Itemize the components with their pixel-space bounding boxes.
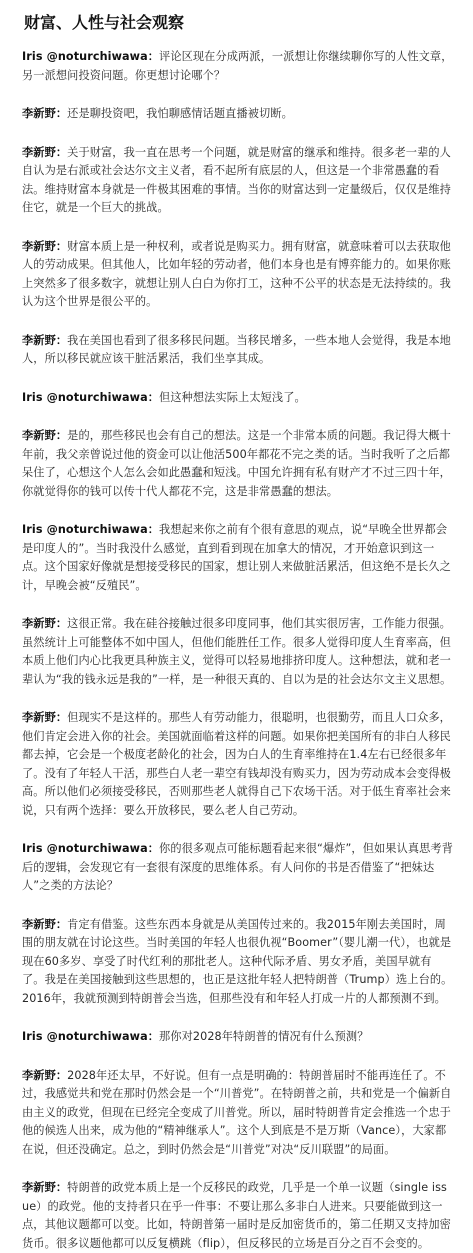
- dialogue-paragraph: [22, 1179, 453, 1253]
- paragraph-text: 我在美国也看到了很多移民问题。当移民增多，一些本地人会觉得，我是本地人，所以移民就应该干脏活累活，我们坐享其成。: [22, 333, 451, 365]
- paragraph-text: 是的，那些移民也会有自己的想法。这是一个非常本质的问题。我记得大概十年前，我父亲曾说过他的资金可以让他活500年都花不完之类的话。当时我听了之后都呆住了，心想这个人怎么会如此愚蠢和短浅。中国允许拥有私有财产才不过三四十年，你就觉得你的钱可以传十代人都花不完，这是非常愚蠢的想法。: [22, 429, 451, 498]
- dialogue-paragraph: [22, 1028, 453, 1047]
- dialogue-paragraph: [22, 1067, 453, 1160]
- speaker-name: 李新野：: [22, 617, 68, 630]
- speaker-name: 李新野：: [22, 107, 68, 120]
- speaker-name: 李新野：: [22, 145, 68, 159]
- speaker-name: 李新野：: [22, 1181, 68, 1194]
- speaker-name: 李新野：: [22, 1068, 68, 1082]
- speaker-name: 李新野：: [22, 429, 68, 442]
- dialogue-paragraph: [22, 48, 453, 85]
- paragraph-text: 肯定有借鉴。这些东西本身就是从美国传过来的。我2015年刚去美国时，周围的朋友就在讨论这些。当时美国的年轻人也很仇视“Boomer”（婴儿潮一代），也就是现在60多岁、享受了时代红利的那批老人。这种代际矛盾、男女矛盾，美国早就有了。我是在美国接触到这些思想的，也正是这批年轻人把特朗普（Trump）选上台的。2016年，我就预测到特朗普会当选，但那些没有和年轻人打成一片的人都预测不到。: [22, 917, 453, 1005]
- dialogue-paragraph: [22, 709, 453, 820]
- speaker-name: 李新野：: [22, 711, 68, 724]
- speaker-name: 李新野：: [22, 239, 68, 253]
- dialogue-paragraph: [22, 615, 453, 689]
- page-title: 财富、人性与社会观察: [24, 13, 185, 32]
- dialogue-paragraph: [22, 332, 453, 369]
- speaker-name: Iris @noturchiwawa：: [22, 523, 160, 536]
- paragraph-text: 还是聊投资吧，我怕聊感情话题直播被切断。: [67, 107, 293, 120]
- paragraph-text: 我想起来你之前有个很有意思的观点，说“早晚全世界都会是印度人的”。当时我没什么感觉，直到看到现在加拿大的情况，才开始意识到这一点。这个国家好像就是想接受移民的国家，想让别人来做脏活累活，但这绝不是长久之计，早晚会被“反殖民”。: [22, 523, 451, 592]
- dialogue-paragraph: [22, 389, 453, 408]
- dialogue-paragraph: [22, 916, 453, 1009]
- paragraph-text: 但现实不是这样的。那些人有劳动能力，很聪明，也很勤劳，而且人口众多，他们肯定会进入你的社会。美国就面临着这样的问题。如果你把美国所有的非白人移民都去掉，它会是一个极度老龄化的社会，因为白人的生育率维持在1.4左右已经很多年了。没有了年轻人干活，那些白人老一辈空有钱却没有购买力，因为劳动成本会变得极高。所以他们必须接受移民，否则那些老人就得自己下农场干活。对于低生育率社会来说，只有两个选择：要么开放移民，要么老人自己劳动。: [22, 711, 451, 817]
- paragraph-text: 这很正常。我在硅谷接触过很多印度同事，他们其实很厉害，工作能力很强。虽然统计上可能整体不如中国人，但他们能胜任工作。很多人觉得印度人生育率高，但本质上他们内心比我更具种族主义，觉得可以轻易地排挤印度人。这种想法，就和老一辈认为“我的钱永远是我的”一样，是一种很天真的、自以为是的社会达尔文主义思想。: [22, 617, 452, 686]
- speaker-name: Iris @noturchiwawa：: [22, 1030, 160, 1043]
- speaker-name: Iris @noturchiwawa：: [22, 50, 160, 63]
- dialogue-paragraph: [22, 105, 453, 124]
- speaker-name: 李新野：: [22, 333, 68, 347]
- paragraph-text: 但这种想法实际上太短浅了。: [159, 390, 306, 404]
- speaker-name: Iris @noturchiwawa：: [22, 842, 160, 855]
- dialogue-paragraph: [22, 521, 453, 595]
- paragraph-text: 特朗普的政党本质上是一个反移民的政党，几乎是一个单一议题（single issue）的政党。他的支持者只在乎一件事：不要让那么多非白人进来。只要能做到这一点，其他议题都可以变。比如，特朗普第一届时是反加密货币的，第二任期又支持加密货币。很多议题他都可以反复横跳（flip），但反移民的立场是百分之百不会变的。: [22, 1181, 451, 1250]
- speaker-name: 李新野：: [22, 917, 68, 931]
- dialogue-paragraph: [22, 238, 453, 312]
- paragraph-text: 关于财富，我一直在思考一个问题，就是财富的继承和维持。很多老一辈的人自认为是右派或社会达尔文主义者，看不起所有底层的人，但这是一个非常愚蠢的看法。维持财富本身就是一件极其困难的事情。当你的财富达到一定量级后，仅仅是维持住它，就是一个巨大的挑战。: [22, 145, 451, 214]
- paragraph-text: 那你对2028年特朗普的情况有什么预测？: [159, 1030, 369, 1043]
- dialogue-paragraph: [22, 427, 453, 501]
- paragraph-text: 评论区现在分成两派，一派想让你继续聊你写的人性文章，另一派想问投资问题。你更想讨论哪个？: [22, 50, 453, 82]
- speaker-name: Iris @noturchiwawa：: [22, 390, 160, 404]
- paragraph-text: 你的很多观点可能标题看起来很“爆炸”，但如果认真思考背后的逻辑，会发现它有一套很有深度的思维体系。有人问你的书是否借鉴了“把妹达人”之类的方法论？: [22, 842, 454, 892]
- paragraph-text: 2028年还太早，不好说。但有一点是明确的：特朗普届时不能再连任了。不过，我感觉共和党在那时仍然会是一个“川普党”。在特朗普之前，共和党是一个偏新自由主义的政党，但现在已经完全变成了川普党。所以，届时特朗普肯定会推选一个忠于他的候选人出来，成为他的“精神继承人”。这个人到底是不是万斯（Vance），大家都在说，但还没确定。总之，到时仍然会是“川普党”对决“反川联盟”的局面。: [22, 1068, 452, 1156]
- paragraph-text: 财富本质上是一种权利，或者说是购买力。拥有财富，就意味着可以去获取他人的劳动成果。但其他人，比如年轻的劳动者，他们本身也是有博弈能力的。如果你账上突然多了很多数字，就想让别人白白为你打工，这种不公平的状态是无法持续的。我认为这个世界是很公平的。: [22, 239, 451, 308]
- dialogue-paragraph: [22, 840, 453, 896]
- dialogue-paragraph: [22, 144, 453, 218]
